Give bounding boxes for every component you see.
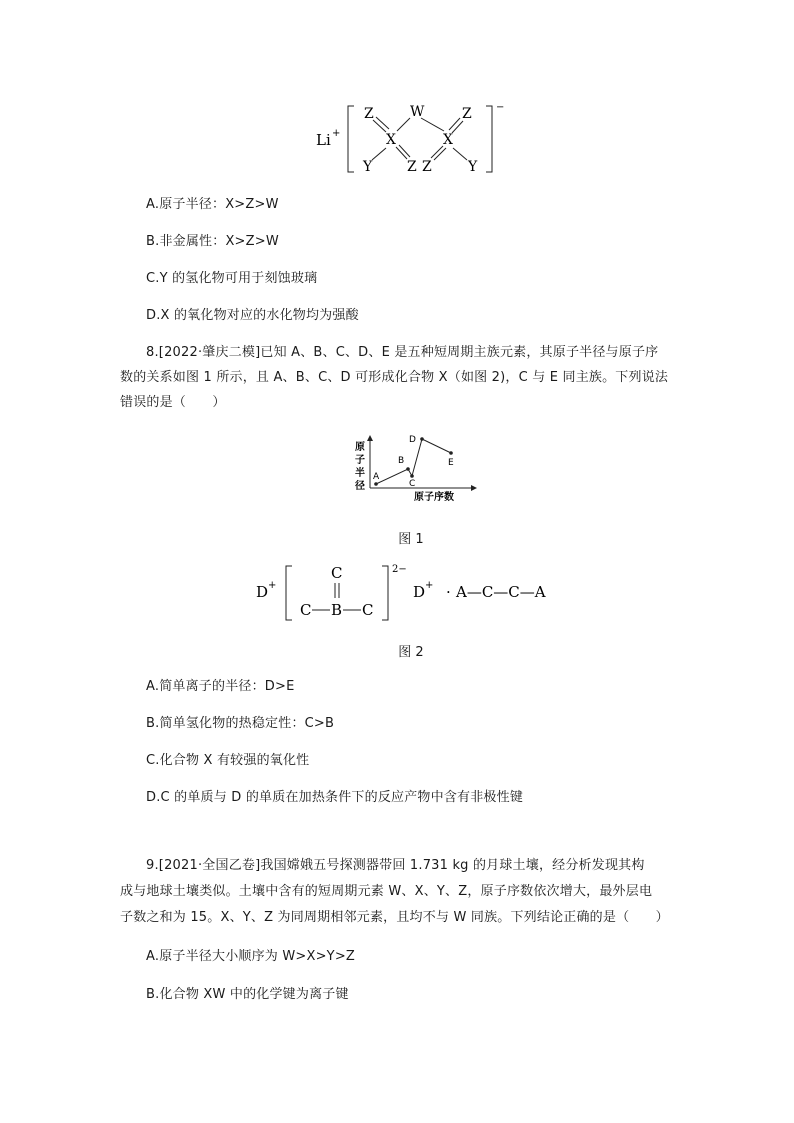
fig2-right-cation-charge: + xyxy=(425,580,434,591)
fig2-left-bracket xyxy=(286,566,292,620)
q9-stem-line-2: 成与地球土壤类似。土壤中含有的短周期元素 W、X、Y、Z，原子序数依次增大，最外层电 xyxy=(120,884,653,899)
fig2-right-atom: C xyxy=(362,601,374,619)
q8-stem-line-1: 8.[2022·肇庆二模]已知 A、B、C、D、E 是五种短周期主族元素，其原子半径与原子序 xyxy=(146,345,659,360)
fig2-center-atom: B xyxy=(331,601,343,619)
q8-figure-2 xyxy=(252,560,582,628)
q7-option-b: B.非金属性：X>Z>W xyxy=(146,234,279,249)
q7-option-d: D.X 的氧化物对应的水化物均为强酸 xyxy=(146,308,359,323)
q7-atom-z-bl: Z xyxy=(407,159,417,175)
q8-option-d: D.C 的单质与 D 的单质在加热条件下的反应产物中含有非极性键 xyxy=(146,790,524,805)
q7-atom-x2: X xyxy=(443,132,453,148)
fig1-label-c: C xyxy=(409,479,416,489)
fig1-ylabel-1: 原 xyxy=(355,442,365,453)
fig2-right-bracket xyxy=(382,566,388,620)
q9-stem-line-1: 9.[2021·全国乙卷]我国嫦娥五号探测器带回 1.731 kg 的月球土壤，经分析发现其构 xyxy=(146,858,645,873)
fig1-point-d xyxy=(420,437,424,441)
fig1-point-a xyxy=(374,482,378,486)
fig2-dot: · xyxy=(446,583,451,601)
q7-atom-w: W xyxy=(410,104,425,120)
q7-option-c: C.Y 的氢化物可用于刻蚀玻璃 xyxy=(146,271,318,286)
q7-atom-z-tl: Z xyxy=(364,106,374,122)
fig2-anion-charge: 2− xyxy=(392,564,407,575)
q7-anion-charge: − xyxy=(496,102,505,113)
q9-option-a: A.原子半径大小顺序为 W>X>Y>Z xyxy=(146,949,356,964)
q7-atom-y-r: Y xyxy=(468,159,478,175)
q7-cation-charge: + xyxy=(332,128,341,139)
fig1-label-b: B xyxy=(398,456,405,466)
q7-structure-figure xyxy=(300,98,520,180)
q8-option-a: A.简单离子的半径：D>E xyxy=(146,679,295,694)
q9-stem-line-3: 子数之和为 15。X、Y、Z 为同周期相邻元素，且均不与 W 同族。下列结论正确的是（ ） xyxy=(120,910,669,925)
fig2-chain: A—C—C—A xyxy=(456,583,546,601)
fig2-left-cation-charge: + xyxy=(268,580,277,591)
q7-cation: Li xyxy=(316,131,331,149)
fig1-x-axis-arrow xyxy=(471,485,477,491)
q7-option-a: A.原子半径：X>Z>W xyxy=(146,197,279,212)
q9-option-b: B.化合物 XW 中的化学键为离子键 xyxy=(146,987,349,1002)
fig2-top-atom: C xyxy=(331,564,343,582)
q7-left-bracket xyxy=(348,106,354,172)
q8-stem-line-2: 数的关系如图 1 所示，且 A、B、C、D 可形成化合物 X（如图 2)，C 与 E 同主族。下列说法 xyxy=(120,370,669,385)
q8-stem-line-3: 错误的是（ ） xyxy=(120,395,226,410)
fig1-ylabel-3: 半 xyxy=(355,468,365,479)
fig1-polyline xyxy=(376,439,451,484)
q8-option-b: B.简单氢化物的热稳定性：C>B xyxy=(146,716,335,731)
fig1-point-e xyxy=(449,451,453,455)
fig1-label-a: A xyxy=(373,472,380,482)
fig1-label-e: E xyxy=(448,458,454,468)
fig2-left-cation: D xyxy=(256,583,269,601)
fig2-right-cation: D xyxy=(413,583,426,601)
q8-figure-2-caption: 图 2 xyxy=(398,645,424,660)
fig1-label-d: D xyxy=(409,435,416,445)
q7-atom-z-tr: Z xyxy=(462,106,472,122)
fig2-left-atom: C xyxy=(300,601,312,619)
fig1-ylabel-4: 径 xyxy=(355,481,365,492)
fig1-point-b xyxy=(406,467,410,471)
fig1-point-c xyxy=(410,474,414,478)
fig1-xlabel: 原子序数 xyxy=(414,492,454,503)
q7-right-bracket xyxy=(486,106,492,172)
q8-option-c: C.化合物 X 有较强的氧化性 xyxy=(146,753,310,768)
fig1-ylabel-2: 子 xyxy=(355,455,365,466)
fig1-y-axis-arrow xyxy=(367,435,373,441)
q7-atom-z-br: Z xyxy=(422,159,432,175)
q7-atom-x1: X xyxy=(386,132,396,148)
q7-atom-y-l: Y xyxy=(363,159,373,175)
q8-figure-1-caption: 图 1 xyxy=(398,532,424,547)
q8-figure-1 xyxy=(350,432,480,504)
